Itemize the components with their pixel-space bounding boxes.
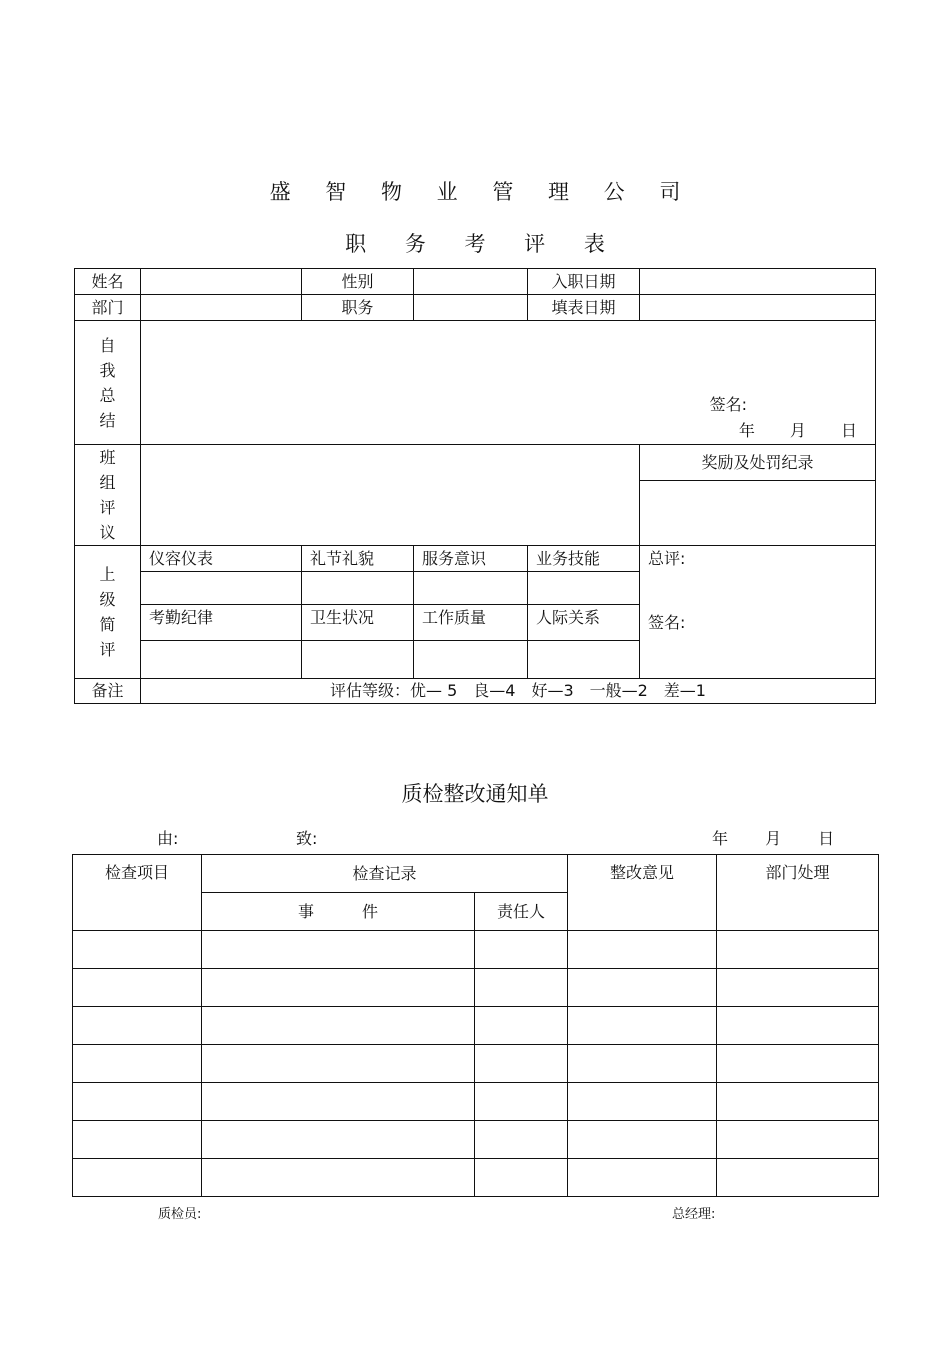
inspection-table [72,854,879,1197]
self-summary-label: 自 我 总 结 [75,321,141,445]
score-field[interactable] [528,641,640,679]
grade-scale-text: 评估等级：优— 5 良—4 好—3 一般—2 差—1 [141,679,876,704]
criteria-hygiene: 卫生状况 [302,605,414,641]
col-dept-handling: 部门处理 [717,855,879,931]
dept-label: 部门 [75,295,141,321]
cell[interactable] [717,1007,879,1045]
cell[interactable] [202,1045,475,1083]
self-summary-field[interactable] [141,321,876,445]
cell[interactable] [717,969,879,1007]
score-field[interactable] [302,641,414,679]
supervisor-signature-label: 签名: [648,613,686,632]
cell[interactable] [202,1159,475,1197]
to-label: 致: [296,829,318,848]
appraisal-form-title: 职 务 考 评 表 [345,232,621,256]
cell[interactable] [73,931,202,969]
cell[interactable] [568,1121,717,1159]
cell[interactable] [717,1121,879,1159]
cell[interactable] [73,1159,202,1197]
criteria-quality: 工作质量 [414,605,528,641]
cell[interactable] [202,1083,475,1121]
cell[interactable] [568,1007,717,1045]
criteria-appearance: 仪容仪表 [141,546,302,572]
notice-title: 质检整改通知单 [401,782,549,806]
cell[interactable] [717,1159,879,1197]
cell[interactable] [568,931,717,969]
cell[interactable] [202,1121,475,1159]
supervisor-review-label: 上 级 简 评 [75,546,141,679]
col-inspection-record: 检查记录 [202,855,568,893]
score-field[interactable] [141,572,302,605]
col-event: 事 件 [202,893,475,931]
self-date-label: 年 月 日 [738,421,857,440]
dept-field[interactable] [141,295,302,321]
hire-date-label: 入职日期 [528,269,640,295]
cell[interactable] [568,1083,717,1121]
cell[interactable] [202,969,475,1007]
criteria-relations: 人际关系 [528,605,640,641]
reward-field[interactable] [640,481,876,546]
cell[interactable] [568,1159,717,1197]
name-field[interactable] [141,269,302,295]
score-field[interactable] [414,572,528,605]
criteria-service: 服务意识 [414,546,528,572]
table-row [73,931,879,969]
cell[interactable] [73,1121,202,1159]
fill-date-label: 填表日期 [528,295,640,321]
table-row [73,1083,879,1121]
cell[interactable] [475,1159,568,1197]
cell[interactable] [475,1007,568,1045]
table-row [73,969,879,1007]
cell[interactable] [717,1083,879,1121]
name-label: 姓名 [75,269,141,295]
cell[interactable] [475,969,568,1007]
cell[interactable] [568,969,717,1007]
manager-label: 总经理: [672,1207,716,1222]
position-label: 职务 [302,295,414,321]
company-name: 盛 智 物 业 管 理 公 司 [269,180,695,204]
cell[interactable] [475,1045,568,1083]
score-field[interactable] [528,572,640,605]
reward-label: 奖励及处罚纪录 [640,445,876,481]
col-responsible-person: 责任人 [475,893,568,931]
cell[interactable] [475,1121,568,1159]
cell[interactable] [717,1045,879,1083]
position-field[interactable] [414,295,528,321]
table-row [73,1159,879,1197]
remark-label: 备注 [75,679,141,704]
team-review-field[interactable] [141,445,640,546]
team-review-label: 班 组 评 议 [75,445,141,546]
table-row [73,1007,879,1045]
cell[interactable] [202,1007,475,1045]
cell[interactable] [73,1083,202,1121]
table-row [73,1045,879,1083]
gender-label: 性别 [302,269,414,295]
cell[interactable] [475,931,568,969]
criteria-etiquette: 礼节礼貌 [302,546,414,572]
cell[interactable] [717,931,879,969]
table-row [73,1121,879,1159]
appraisal-table [74,268,876,704]
score-field[interactable] [414,641,528,679]
col-rectification-opinion: 整改意见 [568,855,717,931]
score-field[interactable] [141,641,302,679]
cell[interactable] [475,1083,568,1121]
cell[interactable] [202,931,475,969]
fill-date-field[interactable] [640,295,876,321]
cell[interactable] [568,1045,717,1083]
hire-date-field[interactable] [640,269,876,295]
criteria-skills: 业务技能 [528,546,640,572]
overall-review-field[interactable] [640,546,876,679]
col-inspection-item: 检查项目 [73,855,202,931]
score-field[interactable] [302,572,414,605]
criteria-attendance: 考勤纪律 [141,605,302,641]
cell[interactable] [73,1007,202,1045]
overall-label: 总评: [648,549,686,568]
from-label: 由: [157,829,179,848]
self-signature-label: 签名: [709,395,747,414]
cell[interactable] [73,969,202,1007]
gender-field[interactable] [414,269,528,295]
inspector-label: 质检员: [158,1207,202,1222]
cell[interactable] [73,1045,202,1083]
notice-date-label: 年 月 日 [712,829,835,848]
